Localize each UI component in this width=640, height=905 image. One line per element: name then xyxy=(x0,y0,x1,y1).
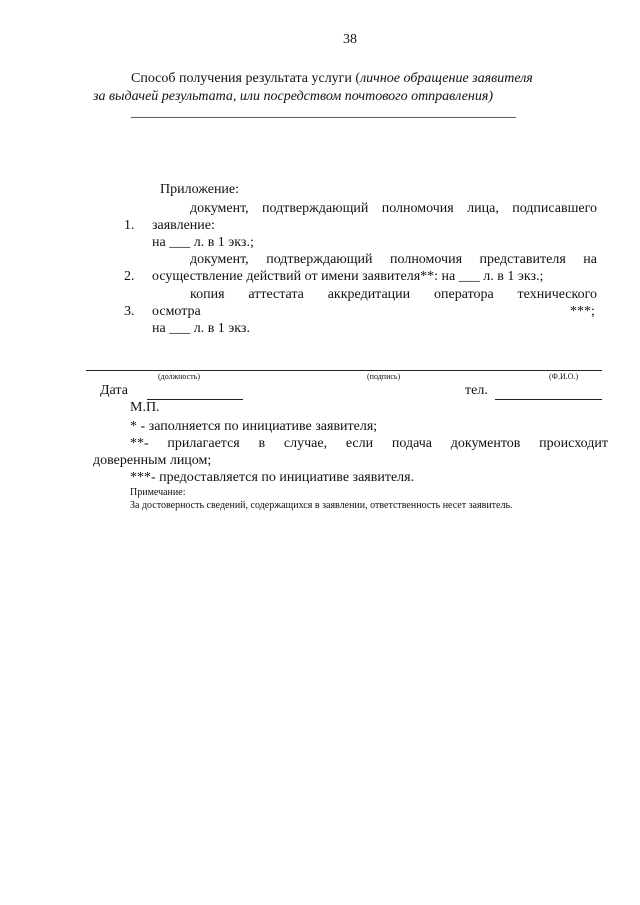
date-label: Дата xyxy=(100,383,128,398)
note-text: За достоверность сведений, содержащихся в заявлении, ответственность несет заявитель. xyxy=(130,500,513,511)
date-field-line xyxy=(147,399,243,400)
item-1-line-3: на ___ л. в 1 экз.; xyxy=(152,235,254,250)
position-label: (должность) xyxy=(158,372,200,381)
stamp-label: М.П. xyxy=(130,400,160,415)
footnote-2-line-2: доверенным лицом; xyxy=(93,453,212,468)
item-1-line-2: заявление: xyxy=(152,218,215,233)
item-3-line-1: копия аттестата аккредитации оператора технического xyxy=(190,287,597,302)
item-1-line-1: документ, подтверждающий полномочия лица, подписавшего xyxy=(190,201,597,216)
appendix-heading: Приложение: xyxy=(160,182,240,197)
method-underline: _______________________________________________________ xyxy=(131,105,516,120)
item-2-line-1: документ, подтверждающий полномочия представителя на xyxy=(190,252,597,267)
item-1-number: 1. xyxy=(124,218,135,233)
method-italic-2: за выдачей результата, или посредством почтового отправления) xyxy=(93,89,494,104)
phone-label: тел. xyxy=(465,383,488,398)
signature-label: (подпись) xyxy=(367,372,401,381)
item-3-line-3: на ___ л. в 1 экз. xyxy=(152,321,250,336)
item-3-line-2: осмотра xyxy=(152,304,201,319)
item-2-line-2: осуществление действий от имени заявителя**: на ___ л. в 1 экз.; xyxy=(152,269,544,284)
footnote-3: ***- предоставляется по инициативе заявителя. xyxy=(130,470,415,485)
method-italic-1: личное обращение заявителя xyxy=(360,71,533,86)
note-title: Примечание: xyxy=(130,487,186,498)
item-2-number: 2. xyxy=(124,269,135,284)
method-prefix: Способ получения результата услуги ( xyxy=(131,71,361,86)
method-line-1 xyxy=(131,72,533,86)
page-number: 38 xyxy=(343,32,357,47)
signature-line xyxy=(86,370,602,371)
method-line-2 xyxy=(93,90,493,104)
name-label: (Ф.И.О.) xyxy=(549,372,579,381)
phone-field-line xyxy=(495,399,602,400)
footnote-1: * - заполняется по инициативе заявителя; xyxy=(130,419,378,434)
item-3-mark: ***; xyxy=(570,304,595,319)
footnote-2-line-1: **- прилагается в случае, если подача документов происходит xyxy=(130,436,608,451)
item-3-number: 3. xyxy=(124,304,135,319)
